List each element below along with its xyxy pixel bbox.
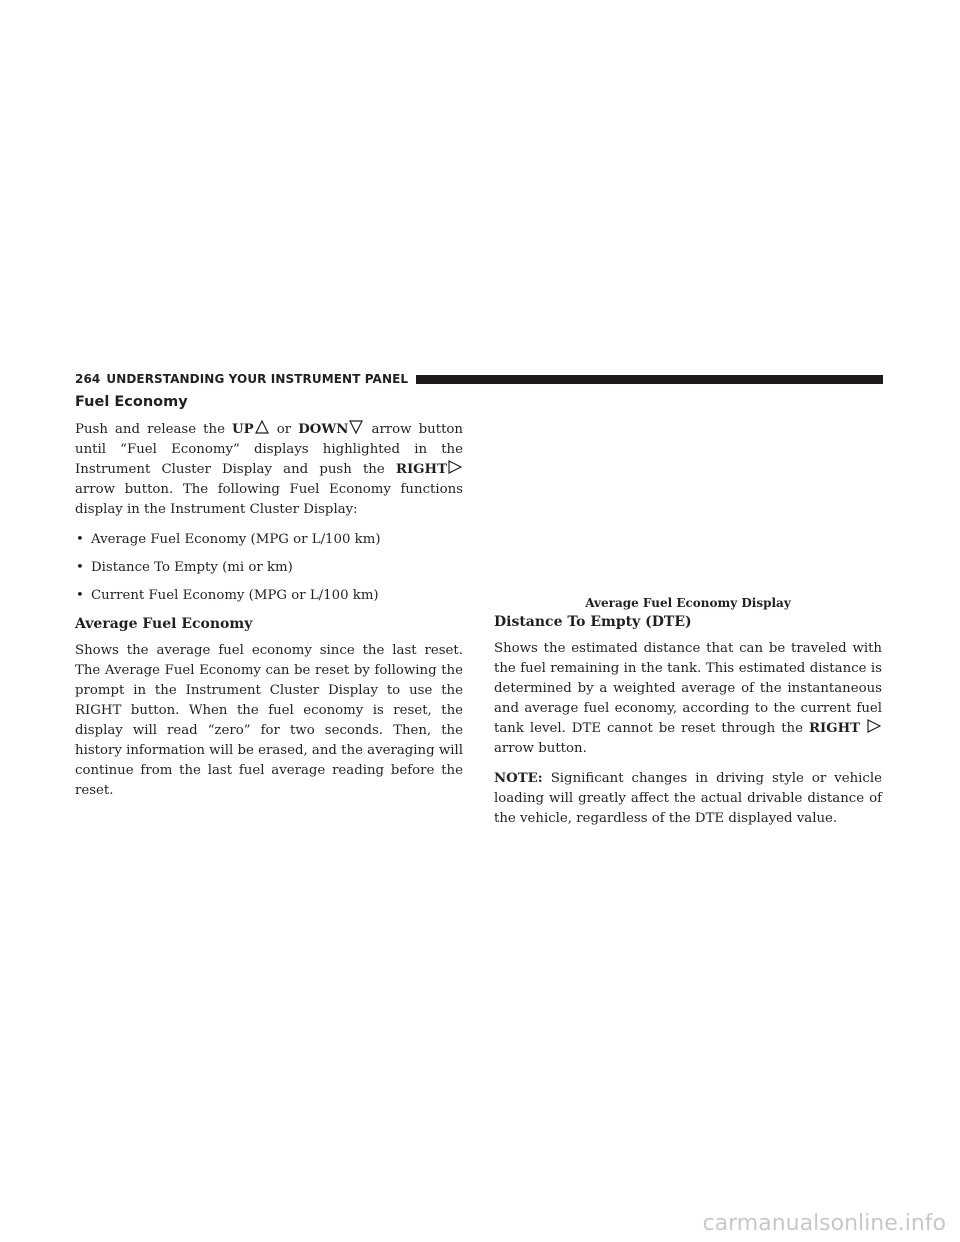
up-label: UP (232, 422, 254, 437)
list-item-text: Average Fuel Economy (MPG or L/100 km) (91, 532, 381, 547)
dte-right-label: RIGHT (808, 721, 861, 736)
right-label: RIGHT (395, 462, 447, 477)
note-label: NOTE: (494, 771, 543, 786)
list-item (75, 558, 463, 578)
down-arrow-icon (349, 420, 363, 434)
bullet: • (76, 560, 84, 575)
intro-text-4: arrow button. The following Fuel Economy functions display in the Instrument Cluster Display: (75, 482, 463, 517)
dte-body-text: Shows the estimated distance that can be traveled with the fuel remaining in the tank. This estimated distance is determined by a weighted average of the instantaneous and average fuel economy, according to the current fuel tank level. DTE cannot be reset through the (494, 641, 882, 736)
intro-text-3: arrow button until “Fuel Economy” displays highlighted in the Instrument Cluster Display and push the (75, 422, 463, 477)
right-arrow-icon (867, 719, 881, 733)
fuel-economy-intro (75, 420, 463, 520)
chapter-title: UNDERSTANDING YOUR INSTRUMENT PANEL (106, 372, 409, 386)
intro-text-1: Push and release the (75, 422, 233, 437)
fuel-economy-functions-list (75, 530, 463, 606)
page-header (75, 371, 883, 387)
page-number: 264 (75, 372, 101, 386)
list-item-text: Current Fuel Economy (MPG or L/100 km) (91, 588, 379, 603)
up-arrow-icon (255, 420, 269, 434)
average-fuel-economy-body: Shows the average fuel economy since the last reset. The Average Fuel Economy can be reset by following the prompt in the Instrument Cluster Display to use the RIGHT button. When the fuel economy is reset, the display will read “zero” for two seconds. Then, the history information will be erased, and the averaging will continue from the last fuel average reading before the reset. (75, 643, 463, 798)
average-fuel-economy-heading: Average Fuel Economy (75, 616, 253, 632)
watermark: carmanualsonline.info (702, 1211, 946, 1236)
list-item (75, 530, 463, 550)
bullet: • (76, 588, 84, 603)
list-item (75, 586, 463, 606)
bullet: • (76, 532, 84, 547)
intro-text-2: or (269, 422, 299, 437)
dte-body-end: arrow button. (494, 741, 587, 756)
down-label: DOWN (298, 422, 349, 437)
note-text: Significant changes in driving style or vehicle loading will greatly affect the actual drivable distance of the vehicle, regardless of the DTE displayed value. (494, 771, 882, 826)
figure-caption: Average Fuel Economy Display (585, 596, 791, 610)
header-rule (416, 375, 883, 384)
right-column (494, 614, 882, 839)
fuel-economy-heading: Fuel Economy (75, 394, 188, 410)
list-item-text: Distance To Empty (mi or km) (91, 560, 293, 575)
dte-body (494, 639, 882, 759)
right-arrow-icon (448, 460, 462, 474)
left-column (75, 394, 463, 811)
dte-note (494, 769, 882, 829)
dte-heading: Distance To Empty (DTE) (494, 614, 692, 630)
